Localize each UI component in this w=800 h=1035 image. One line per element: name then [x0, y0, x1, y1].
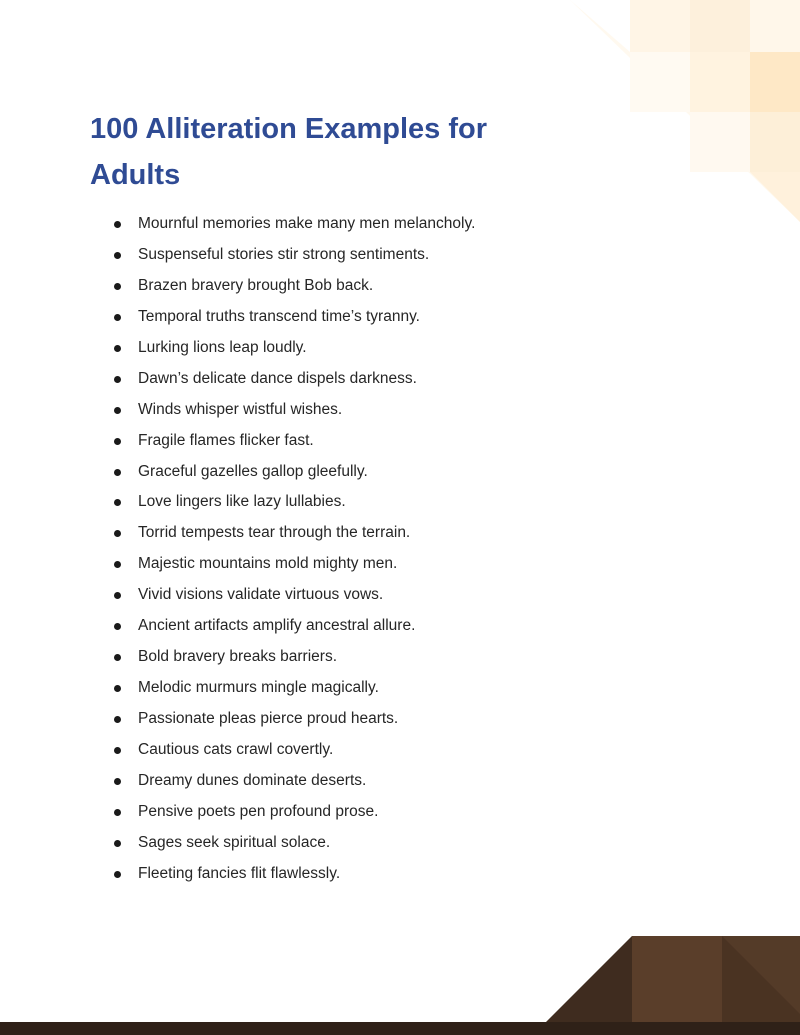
- bullet-icon: [114, 252, 121, 259]
- bullet-icon: [114, 438, 121, 445]
- bullet-icon: [114, 469, 121, 476]
- bullet-icon: [114, 314, 121, 321]
- bullet-icon: [114, 407, 121, 414]
- bullet-icon: [114, 871, 121, 878]
- list-item-text: Torrid tempests tear through the terrain.: [138, 524, 411, 542]
- list-item-text: Mournful memories make many men melancholy.: [138, 215, 476, 232]
- bullet-icon: [114, 685, 121, 692]
- list-item-text: Melodic murmurs mingle magically.: [138, 679, 379, 697]
- list-item-text: Brazen bravery brought Bob back.: [138, 276, 374, 294]
- list-item-text: Fragile flames flicker fast.: [138, 431, 314, 449]
- list-item-text: Love lingers like lazy lullabies.: [138, 493, 346, 511]
- list-item-text: Suspenseful stories stir strong sentiments.: [138, 245, 430, 263]
- bullet-icon: [114, 221, 121, 228]
- list-item-text: Vivid visions validate virtuous vows.: [138, 586, 384, 604]
- bullet-icon: [114, 345, 121, 352]
- list-item-text: Cautious cats crawl covertly.: [138, 740, 334, 758]
- top-right-mosaic: [570, 0, 800, 222]
- bullet-icon: [114, 809, 121, 816]
- bullet-icon: [114, 840, 121, 847]
- list-item-text: Dawn’s delicate dance dispels darkness.: [138, 369, 417, 387]
- bullet-icon: [114, 376, 121, 383]
- page-title: 100 Alliteration Examples for Adults: [90, 113, 488, 191]
- list-item-text: Fleeting fancies flit flawlessly.: [138, 864, 341, 882]
- bullet-icon: [114, 747, 121, 754]
- list-item-text: Temporal truths transcend time’s tyranny.: [138, 307, 420, 325]
- list-item-text: Passionate pleas pierce proud hearts.: [138, 710, 399, 727]
- list-item-text: Winds whisper wistful wishes.: [138, 400, 343, 418]
- bullet-icon: [114, 778, 121, 785]
- list-item-text: Ancient artifacts amplify ancestral allure.: [138, 617, 416, 635]
- list-item-text: Sages seek spiritual solace.: [138, 833, 331, 851]
- list-item-text: Dreamy dunes dominate deserts.: [138, 771, 367, 789]
- list-item-text: Graceful gazelles gallop gleefully.: [138, 462, 368, 480]
- bullet-icon: [114, 283, 121, 290]
- list-item-text: Bold bravery breaks barriers.: [138, 648, 337, 666]
- bottom-right-mosaic: [0, 936, 800, 1035]
- list-item-text: Majestic mountains mold mighty men.: [138, 555, 398, 573]
- list-item-text: Lurking lions leap loudly.: [138, 338, 307, 356]
- list-item-text: Pensive poets pen profound prose.: [138, 802, 379, 820]
- bullet-icon: [114, 716, 121, 723]
